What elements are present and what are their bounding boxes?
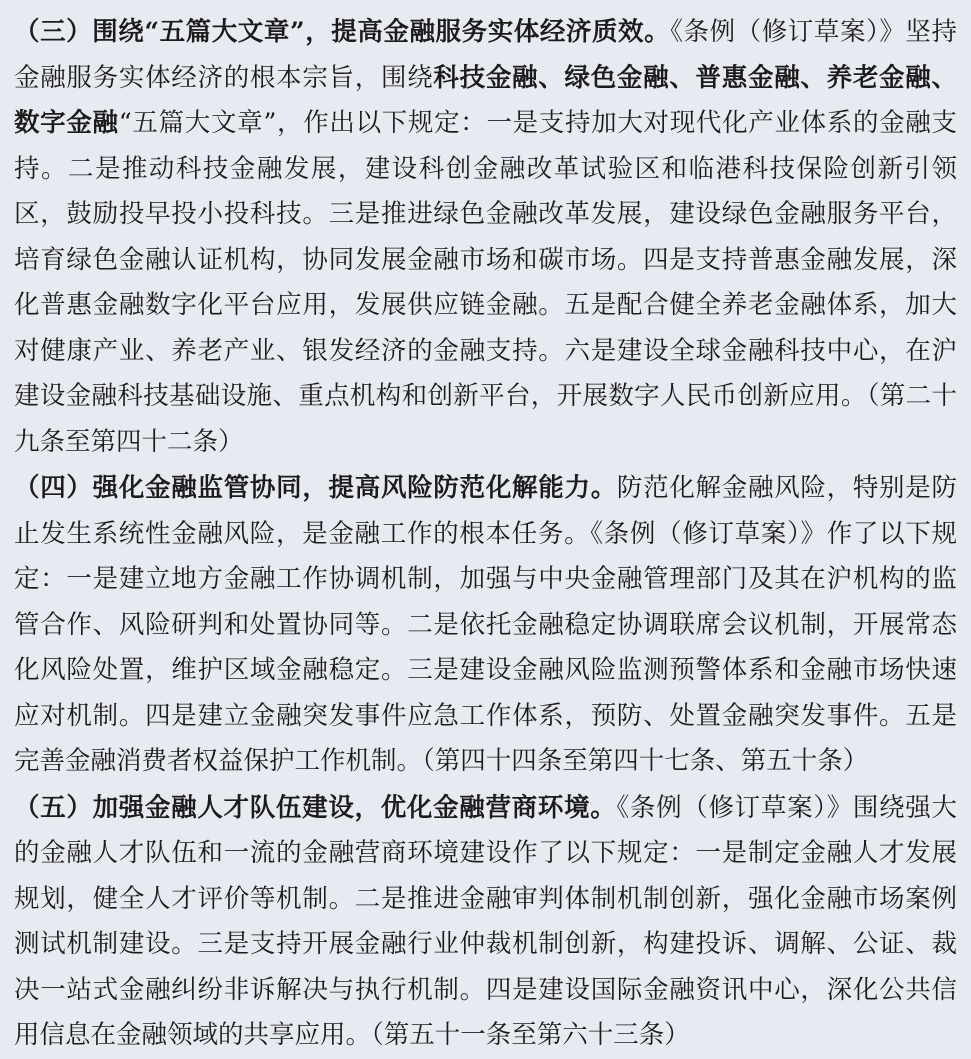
paragraph-text: 防范化解金融风险，特别是防止发生系统性金融风险，是金融工作的根本任务。《条例（修订草案）》作了以下规定：一是建立地方金融工作协调机制，加强与中央金融管理部门及其在沪机构的监管合作、风险研判和处置协同等。二是依托金融稳定协调联席会议机制，开展常态化风险处置，维护区域金融稳定。三是建设金融风险监测预警体系和金融市场快速应对机制。四是建立金融突发事件应急工作体系，预防、处置金融突发事件。五是完善金融消费者权益保护工作机制。（第四十四条至第四十七条、第五十条） [14,473,957,776]
paragraph-text: 《条例（修订草案）》坚持金融服务实体经济的根本宗旨，围绕 [14,17,957,93]
paragraph-text: 《条例（修订草案）》围绕强大的金融人才队伍和一流的金融营商环境建设作了以下规定：一是制定金融人才发展规划，健全人才评价等机制。二是推进金融审判体制机制创新，强化金融市场案例测试机制建设。三是支持开展金融行业仲裁机制创新，构建投诉、调解、公证、裁决一站式金融纠纷非诉解决与执行机制。四是建设国际金融资讯中心，深化公共信用信息在金融领域的共享应用。（第五十一条至第六十三条） [14,792,957,1050]
paragraph-section-3 [14,10,957,465]
paragraph-lead: （三）围绕“五篇大文章”，提高金融服务实体经济质效。 [14,17,671,47]
paragraph-text: “五篇大文章”，作出以下规定：一是支持加大对现代化产业体系的金融支持。二是推动科技金融发展，建设科创金融改革试验区和临港科技保险创新引领区，鼓励投早投小投科技。三是推进绿色金融改革发展，建设绿色金融服务平台，培育绿色金融认证机构，协同发展金融市场和碳市场。四是支持普惠金融发展，深化普惠金融数字化平台应用，发展供应链金融。五是配合健全养老金融体系，加大对健康产业、养老产业、银发经济的金融支持。六是建设全球金融科技中心，在沪建设金融科技基础设施、重点机构和创新平台，开展数字人民币创新应用。（第二十九条至第四十二条） [14,108,957,457]
paragraph-emphasis: 科技金融、绿色金融、普惠金融、养老金融、数字金融 [14,62,957,138]
paragraph-section-5 [14,786,957,1059]
paragraph-section-4 [14,466,957,785]
paragraph-lead: （五）加强金融人才队伍建设，优化金融营商环境。 [14,792,617,823]
paragraph-lead: （四）强化金融监管协同，提高风险防范化解能力。 [14,473,617,503]
